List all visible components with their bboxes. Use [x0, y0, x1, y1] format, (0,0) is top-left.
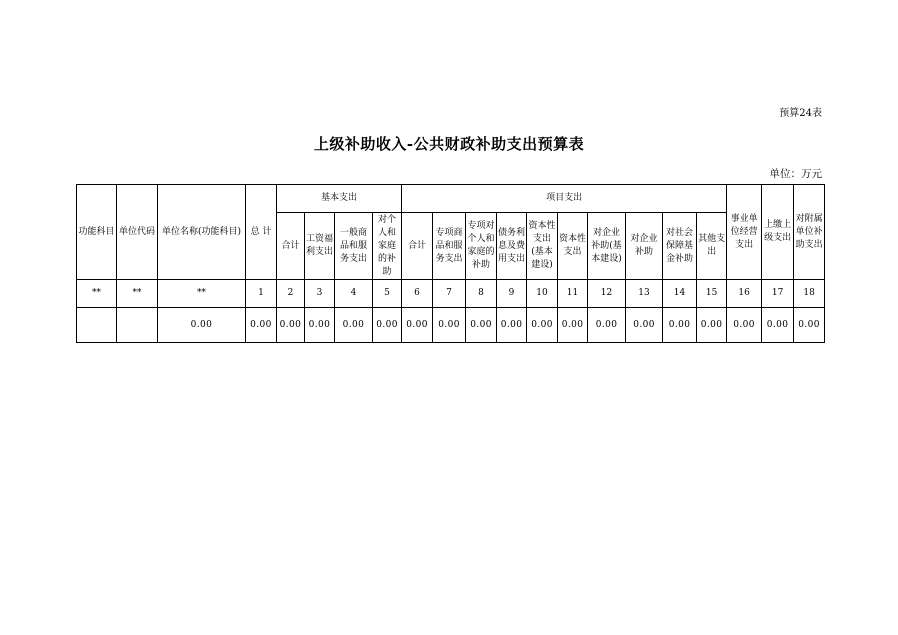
header-unit-name: 单位名称(功能科目) [158, 185, 246, 280]
unit-label: 单位：万元 [769, 168, 822, 180]
budget-table [76, 184, 825, 343]
col-number-cell: 8 [466, 280, 497, 308]
cell-value: 0.00 [466, 308, 497, 343]
cell-value: 0.00 [663, 308, 697, 343]
cell-func-subject [77, 308, 117, 343]
table-code: 预算24表 [779, 108, 822, 119]
col-number-cell: 4 [335, 280, 373, 308]
col-number-cell: ** [117, 280, 158, 308]
cell-value: 0.00 [373, 308, 402, 343]
col-number-cell: 1 [246, 280, 277, 308]
header-unit-code: 单位代码 [117, 185, 158, 280]
cell-value: 0.00 [588, 308, 626, 343]
col-number-cell: 9 [497, 280, 527, 308]
col-number-cell: 11 [558, 280, 588, 308]
cell-value: 0.00 [433, 308, 466, 343]
header-total: 总 计 [246, 185, 277, 280]
cell-value: 0.00 [697, 308, 727, 343]
header-basic-group: 基本支出 [277, 185, 402, 213]
header-project-col: 对企业补助 [626, 213, 663, 280]
col-number-cell: 3 [305, 280, 335, 308]
col-number-cell: 14 [663, 280, 697, 308]
header-project-col: 债务利息及费用支出 [497, 213, 527, 280]
table-header-row-1 [77, 185, 825, 213]
col-number-cell: 17 [762, 280, 794, 308]
header-project-col: 其他支出 [697, 213, 727, 280]
cell-total: 0.00 [246, 308, 277, 343]
column-number-row [77, 280, 825, 308]
cell-value: 0.00 [558, 308, 588, 343]
header-project-col: 对社会保障基金补助 [663, 213, 697, 280]
header-project-group: 项目支出 [402, 185, 727, 213]
col-number-cell: ** [158, 280, 246, 308]
page-title: 上级补助收入-公共财政补助支出预算表 [313, 135, 585, 153]
header-project-col: 资本性支出 [558, 213, 588, 280]
col-number-cell: 13 [626, 280, 663, 308]
cell-value: 0.00 [335, 308, 373, 343]
col-number-cell: 5 [373, 280, 402, 308]
cell-value: 0.00 [527, 308, 558, 343]
col-number-cell: 7 [433, 280, 466, 308]
header-business: 事业单位经营支出 [727, 185, 762, 280]
col-number-cell: 15 [697, 280, 727, 308]
cell-value: 0.00 [762, 308, 794, 343]
cell-value: 0.00 [727, 308, 762, 343]
col-number-cell: 16 [727, 280, 762, 308]
header-func-subject: 功能科目 [77, 185, 117, 280]
header-project-col: 合计 [402, 213, 433, 280]
header-project-col: 专项对个人和家庭的补助 [466, 213, 497, 280]
cell-value: 0.00 [402, 308, 433, 343]
header-basic-col: 对个人和家庭的补助 [373, 213, 402, 280]
header-basic-col: 一般商品和服务支出 [335, 213, 373, 280]
col-number-cell: 10 [527, 280, 558, 308]
col-number-cell: 18 [794, 280, 825, 308]
cell-value: 0.00 [626, 308, 663, 343]
cell-value: 0.00 [794, 308, 825, 343]
cell-unit-name: 0.00 [158, 308, 246, 343]
header-affiliated: 对附属单位补助支出 [794, 185, 825, 280]
header-project-col: 资本性支出(基本建设) [527, 213, 558, 280]
col-number-cell: 6 [402, 280, 433, 308]
header-basic-col: 工资福利支出 [305, 213, 335, 280]
header-project-col: 对企业补助(基本建设) [588, 213, 626, 280]
header-project-col: 专项商品和服务支出 [433, 213, 466, 280]
cell-value: 0.00 [305, 308, 335, 343]
cell-value: 0.00 [277, 308, 305, 343]
header-basic-col: 合计 [277, 213, 305, 280]
col-number-cell: 2 [277, 280, 305, 308]
cell-unit-code [117, 308, 158, 343]
table-row [77, 308, 825, 343]
col-number-cell: 12 [588, 280, 626, 308]
cell-value: 0.00 [497, 308, 527, 343]
header-upper: 上缴上级支出 [762, 185, 794, 280]
col-number-cell: ** [77, 280, 117, 308]
